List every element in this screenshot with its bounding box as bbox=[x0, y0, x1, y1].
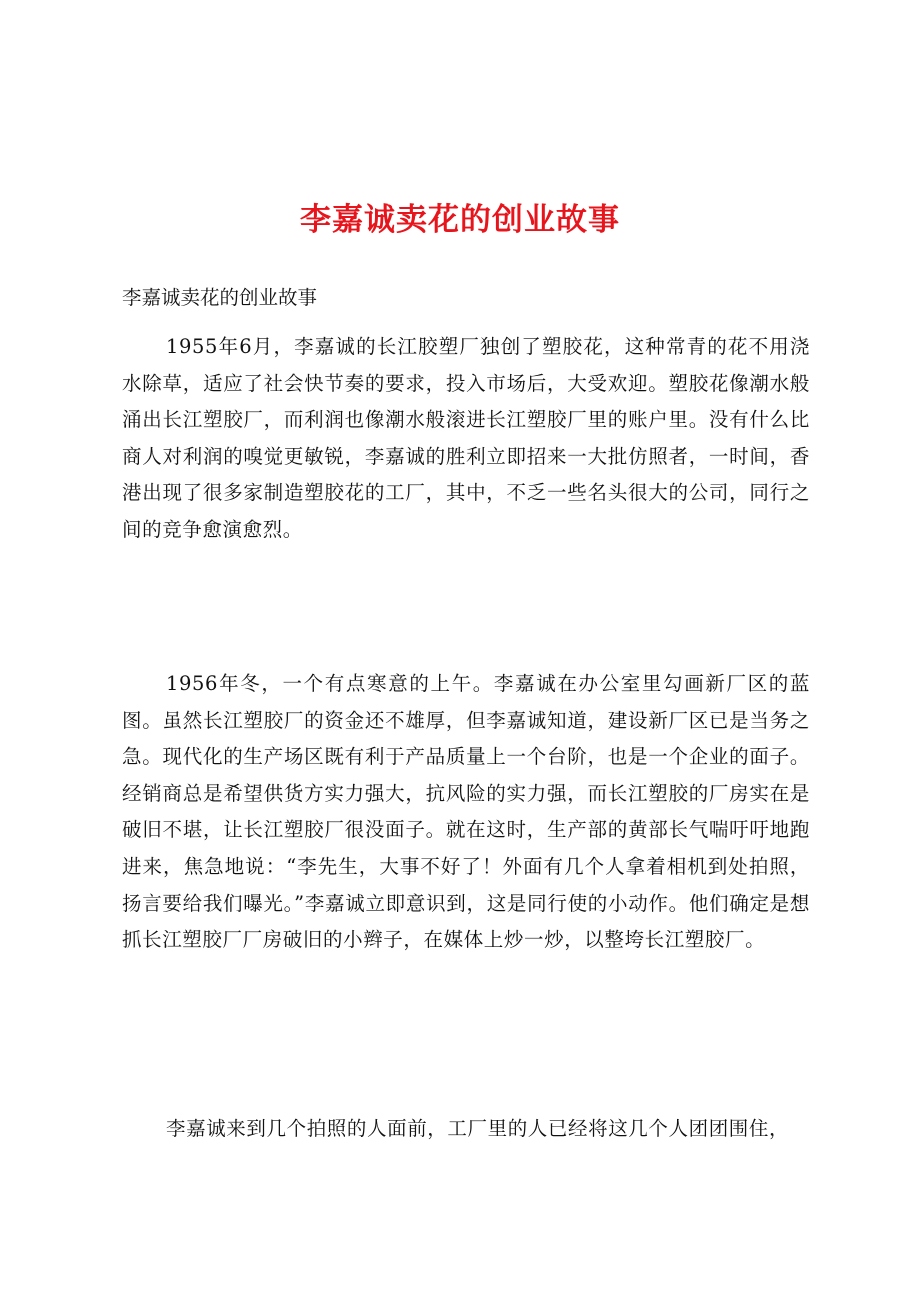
document-title: 李嘉诚卖花的创业故事 bbox=[300, 202, 620, 238]
paragraph-3: 李嘉诚来到几个拍照的人面前，工厂里的人已经将这几个人团团围住， bbox=[166, 1117, 790, 1140]
paragraph-2: 1956年冬，一个有点寒意的上午。李嘉诚在办公室里勾画新厂区的蓝图。虽然长江塑胶厂的资金还不雄厚，但李嘉诚知道，建设新厂区已是当务之急。现代化的生产场区既有利于产品质量上一个台阶，也是一个企业的面子。经销商总是希望供货方实力强大，抗风险的实力强，而长江塑胶的厂房实在是破旧不堪，让长江塑胶厂很没面子。就在这时，生产部的黄部长气喘吁吁地跑进来，焦急地说：“李先生，大事不好了！外面有几个人拿着相机到处拍照，扬言要给我们曝光。”李嘉诚立即意识到，这是同行使的小动作。他们确定是想抓长江塑胶厂厂房破旧的小辫子，在媒体上炒一炒，以整垮长江塑胶厂。 bbox=[122, 672, 810, 952]
document-subtitle: 李嘉诚卖花的创业故事 bbox=[122, 286, 318, 309]
paragraph-1: 1955年6月，李嘉诚的长江胶塑厂独创了塑胶花，这种常青的花不用浇水除草，适应了社会快节奏的要求，投入市场后，大受欢迎。塑胶花像潮水般涌出长江塑胶厂，而利润也像潮水般滚进长江塑胶厂里的账户里。没有什么比商人对利润的嗅觉更敏锐，李嘉诚的胜利立即招来一大批仿照者，一时间，香港出现了很多家制造塑胶花的工厂，其中，不乏一些名头很大的公司，同行之间的竞争愈演愈烈。 bbox=[122, 335, 810, 541]
